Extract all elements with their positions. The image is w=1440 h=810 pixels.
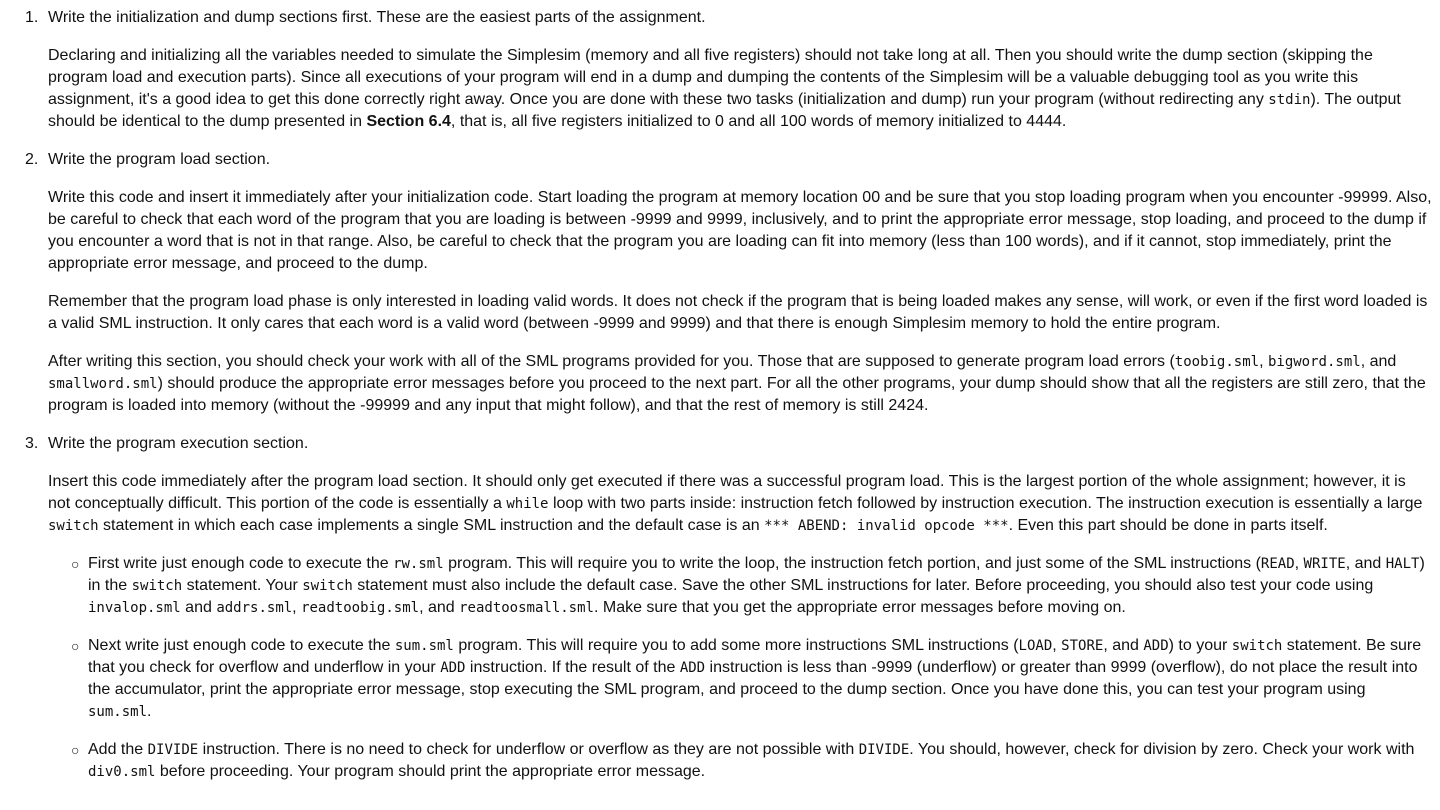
text-run: loop with two parts inside: instruction fetch followed by instruction execution. The instruction execution is essentially a large: [548, 495, 1423, 512]
code-term: HALT: [1385, 556, 1420, 572]
code-term: ADD: [1143, 638, 1169, 654]
code-term: LOAD: [1018, 638, 1053, 654]
step-heading: Write the program execution section.: [48, 435, 309, 452]
text-run: ) in the: [88, 555, 1425, 594]
text-run: First write just enough code to execute the: [88, 555, 394, 572]
text-run: Next write just enough code to execute the: [88, 637, 395, 654]
code-term: ADD: [679, 660, 706, 676]
text-run: , and: [1345, 555, 1386, 572]
text-run: After writing this section, you should check your work with all of the SML programs provided for you. Those that are supposed to generate program load errors (: [48, 353, 1175, 370]
text-run: instruction is less than -9999 (underflow) or greater than 9999 (overflow), do not place the result into the accumulator, print the appropriate error message, stop executing the SML program, and proceed to the dump section. Once you have done this, you can test your program using: [88, 659, 1418, 698]
text-run: , and: [1360, 353, 1397, 370]
step-1: [0, 7, 1440, 133]
step-2: [0, 149, 1440, 417]
text-run: . You should, however, check for division by zero. Check your work with: [909, 741, 1415, 758]
step-number: 3.: [25, 435, 39, 452]
code-term: rw.sml: [393, 556, 444, 572]
code-term: switch: [131, 578, 183, 594]
text-run: ,: [1294, 555, 1304, 572]
text-run: instruction. If the result of the: [465, 659, 680, 676]
text-run: . Make sure that you get the appropriate error messages before moving on.: [593, 599, 1126, 616]
text-run: ) to your: [1168, 637, 1232, 654]
text-run: ). The output should be identical to the dump presented in: [48, 91, 1401, 130]
code-term: DIVIDE: [858, 742, 910, 758]
hollow-bullet-icon: ○: [71, 556, 80, 572]
code-term: readtoobig.sml: [301, 600, 420, 616]
text-run: ,: [1259, 353, 1268, 370]
code-term: bigword.sml: [1267, 354, 1361, 370]
text-run: ,: [292, 599, 302, 616]
text-run: . Even this part should be done in parts itself.: [1008, 517, 1328, 534]
text-run: Declaring and initializing all the variables needed to simulate the Simplesim (memory and all five registers) should not take long at all. Then you should write the dump section (skipping the program load and execution parts). Since all executions of your program will end in a dump and dumping the contents of the Simplesim will be a valuable debugging tool as you write this assignment, it's a good idea to get this done correctly right away. Once you are done with these two tasks (initialization and dump) run your program (without redirecting any: [48, 47, 1373, 108]
code-term: sum.sml: [88, 704, 148, 720]
code-term: ADD: [440, 660, 466, 676]
code-term: switch: [302, 578, 353, 594]
code-term: STORE: [1061, 638, 1104, 654]
code-term: stdin: [1268, 92, 1311, 108]
text-run: program. This will require you to write the loop, the instruction fetch portion, and just some of the SML instructions (: [443, 555, 1261, 572]
text-run: .: [147, 703, 152, 720]
text-run: before proceeding. Your program should print the appropriate error message.: [155, 763, 706, 780]
code-term: toobig.sml: [1174, 354, 1260, 370]
step-paragraph: Write this code and insert it immediately after your initialization code. Start loading the program at memory location 00 and be sure that you stop loading program when you encounter -99999. Also, be careful to check that each word of the program that you are loading is between -9999 and 9999, inclusively, and to print the appropriate error message, stop loading, and proceed to the dump if you encounter a word that is not in that range. Also, be careful to check that the program you are loading can fit into memory (less than 100 words), and if it cannot, stop immediately, print the appropriate error message, and proceed to the dump.: [48, 189, 1432, 272]
text-run: statement in which each case implements a single SML instruction and the default case is an: [98, 517, 765, 534]
text-run: instruction. There is no need to check for underflow or overflow as they are not possible with: [198, 741, 859, 758]
text-run: Add the: [88, 741, 148, 758]
text-run: Insert this code immediately after the program load section. It should only get executed if there was a successful program load. This is the largest portion of the whole assignment; however, it is not conceptually difficult. This portion of the code is essentially a: [48, 473, 1406, 512]
code-term: switch: [48, 518, 99, 534]
text-run: and: [180, 599, 217, 616]
hollow-bullet-icon: ○: [71, 638, 80, 654]
text-run: statement. Your: [182, 577, 303, 594]
code-term: readtoosmall.sml: [459, 600, 594, 616]
hollow-bullet-icon: ○: [71, 742, 80, 758]
step-paragraph: [48, 351, 1432, 417]
code-term: while: [506, 496, 549, 512]
code-term: DIVIDE: [147, 742, 199, 758]
step-number: 1.: [25, 9, 39, 26]
sub-step-divide: [0, 739, 1440, 783]
code-term: WRITE: [1303, 556, 1346, 572]
step-3: [0, 433, 1440, 537]
code-term: invalop.sml: [88, 600, 181, 616]
sub-step-sum: [0, 635, 1440, 723]
step-heading: Write the program load section.: [48, 151, 271, 168]
section-reference: Section 6.4: [366, 113, 451, 130]
text-run: , and: [419, 599, 460, 616]
code-term: div0.sml: [88, 764, 156, 780]
sub-step-rw: [0, 553, 1440, 619]
step-heading: Write the initialization and dump sections first. These are the easiest parts of the assignment.: [48, 9, 706, 26]
text-run: statement must also include the default case. Save the other SML instructions for later. Before proceeding, you should also test your code using: [352, 577, 1374, 594]
text-run: ,: [1052, 637, 1062, 654]
text-run: , that is, all five registers initialized to 0 and all 100 words of memory initialized to 4444.: [450, 113, 1067, 130]
code-term: READ: [1260, 556, 1295, 572]
step-paragraph: [48, 45, 1432, 133]
code-term: switch: [1231, 638, 1283, 654]
step-number: 2.: [25, 151, 39, 168]
step-paragraph: [48, 471, 1432, 537]
text-run: program. This will require you to add some more instructions SML instructions (: [453, 637, 1019, 654]
text-run: statement. Be sure that you check for overflow and underflow in your: [88, 637, 1422, 676]
step-paragraph: Remember that the program load phase is only interested in loading valid words. It does not check if the program that is being loaded makes any sense, will work, or even if the first word loaded is a valid SML instruction. It only cares that each word is a valid word (between -9999 and 9999) and that there is enough Simplesim memory to hold the entire program.: [48, 293, 1428, 332]
code-term: *** ABEND: invalid opcode ***: [764, 518, 1009, 534]
code-term: smallword.sml: [48, 376, 158, 392]
code-term: addrs.sml: [216, 600, 293, 616]
text-run: ) should produce the appropriate error messages before you proceed to the next part. For all the other programs, your dump should show that all the registers are still zero, that the program is loaded into memory (without the -99999 and any input that might follow), and that the rest of memory is still 2424.: [48, 375, 1426, 414]
code-term: sum.sml: [394, 638, 454, 654]
text-run: , and: [1103, 637, 1144, 654]
